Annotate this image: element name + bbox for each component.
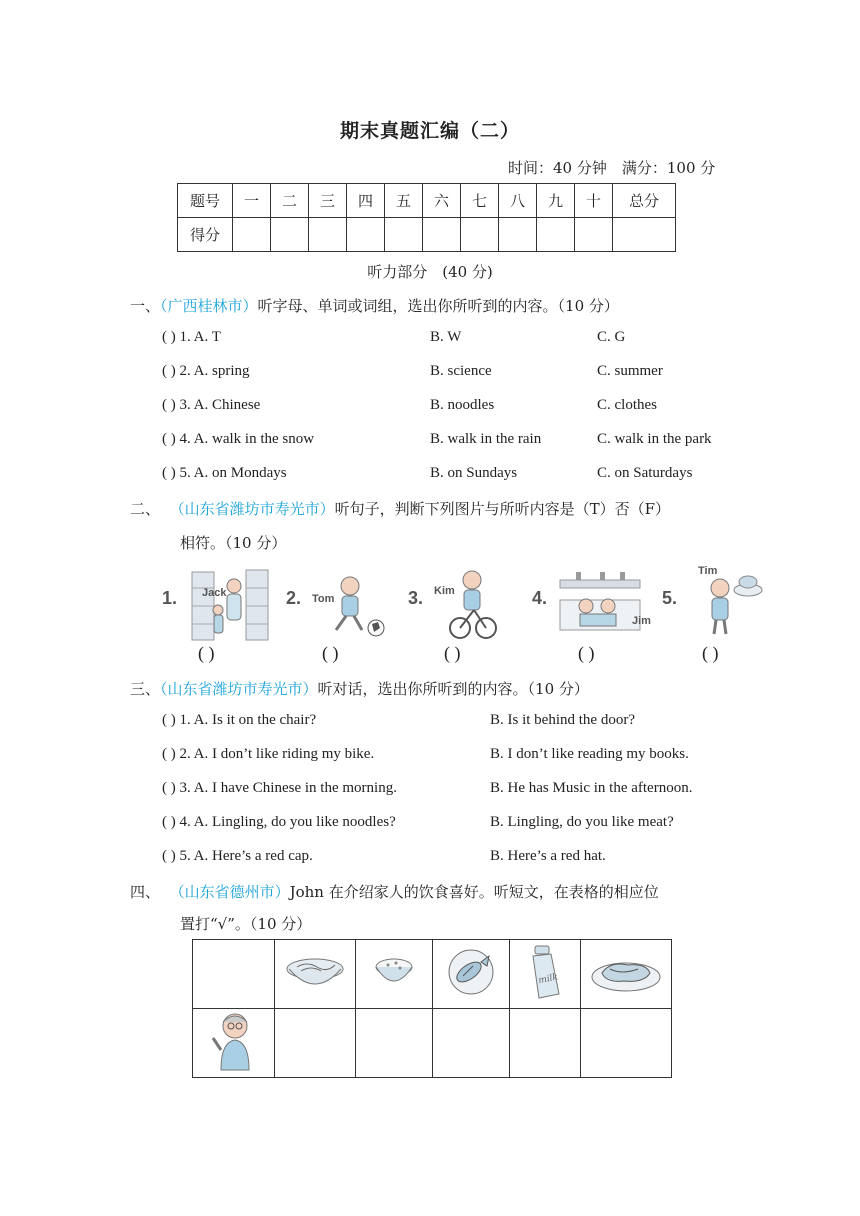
tim-food-illustration bbox=[692, 562, 766, 642]
section-number: 三、 bbox=[130, 680, 161, 698]
option-c: C. walk in the park bbox=[597, 431, 712, 447]
option-c: C. clothes bbox=[597, 397, 657, 413]
question-prefix: ( ) 3. A. I have Chinese in the morning. bbox=[162, 780, 397, 796]
option-b: B. Here’s a red hat. bbox=[490, 848, 606, 864]
score-cell[interactable] bbox=[271, 218, 309, 252]
option-b: B. on Sundays bbox=[430, 465, 518, 481]
score-cell[interactable] bbox=[537, 218, 575, 252]
score-row-label: 得分 bbox=[178, 218, 233, 252]
score-header-cell: 一 bbox=[233, 184, 271, 218]
noodles-icon bbox=[283, 947, 347, 997]
score-cell[interactable] bbox=[347, 218, 385, 252]
section-source: （山东省德州市） bbox=[169, 883, 290, 901]
meat-cell bbox=[581, 940, 672, 1009]
answer-paren[interactable]: ( ) bbox=[444, 643, 461, 663]
section-3-heading bbox=[130, 678, 589, 699]
tom-football-illustration bbox=[308, 572, 388, 642]
section-instruction: 听对话，选出你所听到的内容。（10 分） bbox=[317, 680, 589, 698]
fish-icon bbox=[443, 946, 499, 998]
score-header-cell: 三 bbox=[309, 184, 347, 218]
section-source: （山东省潍坊市寿光市） bbox=[169, 500, 335, 518]
milk-cell bbox=[510, 940, 581, 1009]
score-header-cell: 总分 bbox=[613, 184, 676, 218]
score-table-score-row bbox=[178, 218, 676, 252]
section-2-heading bbox=[130, 498, 670, 519]
page-title: 期末真题汇编（二） bbox=[339, 120, 520, 142]
option-b: B. walk in the rain bbox=[430, 431, 542, 447]
corner-cell bbox=[193, 940, 275, 1009]
answer-paren[interactable]: ( ) bbox=[578, 643, 595, 663]
question-prefix: ( ) 1. A. T bbox=[162, 329, 221, 345]
score-header-cell: 七 bbox=[461, 184, 499, 218]
section-source: （山东省潍坊市寿光市） bbox=[160, 680, 318, 698]
section-number: 二、 bbox=[130, 500, 161, 518]
score-header-cell: 五 bbox=[385, 184, 423, 218]
score-cell[interactable] bbox=[423, 218, 461, 252]
score-header-cell: 六 bbox=[423, 184, 461, 218]
section-instruction: John 在介绍家人的饮食喜好。听短文，在表格的相应位 bbox=[289, 883, 659, 901]
option-b: B. Is it behind the door? bbox=[490, 712, 635, 728]
question-prefix: ( ) 4. A. walk in the snow bbox=[162, 431, 315, 447]
question-prefix: ( ) 5. A. on Mondays bbox=[162, 465, 287, 481]
score-header-cell: 八 bbox=[499, 184, 537, 218]
section-instruction-cont: 置打“√”。（10 分） bbox=[180, 915, 312, 933]
score-cell[interactable] bbox=[499, 218, 537, 252]
question-prefix: ( ) 2. A. spring bbox=[162, 363, 250, 379]
score-header-cell: 四 bbox=[347, 184, 385, 218]
score-cell[interactable] bbox=[461, 218, 499, 252]
rice-cell bbox=[356, 940, 433, 1009]
answer-cell[interactable] bbox=[510, 1009, 581, 1078]
section-number: 一、 bbox=[130, 297, 161, 315]
score-cell[interactable] bbox=[385, 218, 423, 252]
food-answer-row bbox=[193, 1009, 672, 1078]
option-b: B. Lingling, do you like meat? bbox=[490, 814, 674, 830]
exam-meta: 时间：40 分钟 满分：100 分 bbox=[508, 159, 716, 177]
picture-number: 4. bbox=[532, 588, 548, 608]
score-header-cell: 九 bbox=[537, 184, 575, 218]
noodles-cell bbox=[275, 940, 356, 1009]
question-prefix: ( ) 2. A. I don’t like riding my bike. bbox=[162, 746, 375, 762]
fish-cell bbox=[433, 940, 510, 1009]
score-table bbox=[177, 183, 676, 252]
picture-number: 3. bbox=[408, 588, 424, 608]
rice-icon bbox=[370, 951, 418, 993]
answer-paren[interactable]: ( ) bbox=[198, 643, 215, 663]
question-prefix: ( ) 4. A. Lingling, do you like noodles? bbox=[162, 814, 396, 830]
score-cell[interactable] bbox=[309, 218, 347, 252]
milk-icon bbox=[525, 944, 565, 1000]
option-b: B. I don’t like reading my books. bbox=[490, 746, 689, 762]
option-b: B. noodles bbox=[430, 397, 495, 413]
milk-label: milk bbox=[537, 972, 559, 987]
section-instruction-cont: 相符。（10 分） bbox=[180, 534, 287, 552]
listening-header: 听力部分 (40 分) bbox=[367, 263, 493, 281]
question-prefix: ( ) 5. A. Here’s a red cap. bbox=[162, 848, 313, 864]
picture-name: Tom bbox=[312, 593, 335, 605]
section-source: （广西桂林市） bbox=[160, 297, 258, 315]
jim-kitchen-illustration bbox=[556, 570, 656, 642]
answer-cell[interactable] bbox=[356, 1009, 433, 1078]
score-header-cell: 题号 bbox=[178, 184, 233, 218]
option-c: C. summer bbox=[597, 363, 663, 379]
jack-shop-illustration bbox=[188, 566, 272, 644]
option-c: C. G bbox=[597, 329, 626, 345]
picture-name: Tim bbox=[698, 565, 718, 577]
section-instruction: 听句子，判断下列图片与所听内容是（T）否（F） bbox=[334, 500, 670, 518]
picture-name: Jack bbox=[202, 587, 227, 599]
answer-paren[interactable]: ( ) bbox=[702, 643, 719, 663]
picture-number: 1. bbox=[162, 588, 178, 608]
food-header-row bbox=[193, 940, 672, 1009]
picture-number: 5. bbox=[662, 588, 678, 608]
picture-name: Kim bbox=[434, 585, 455, 597]
score-header-cell: 十 bbox=[575, 184, 613, 218]
answer-cell[interactable] bbox=[581, 1009, 672, 1078]
answer-cell[interactable] bbox=[433, 1009, 510, 1078]
score-cell[interactable] bbox=[233, 218, 271, 252]
grandma-icon bbox=[205, 1010, 263, 1072]
section-number: 四、 bbox=[130, 883, 161, 901]
question-prefix: ( ) 1. A. Is it on the chair? bbox=[162, 712, 317, 728]
grandma-cell bbox=[193, 1009, 275, 1078]
food-preference-table bbox=[192, 939, 672, 1078]
question-prefix: ( ) 3. A. Chinese bbox=[162, 397, 261, 413]
section-4-heading bbox=[130, 881, 659, 902]
option-b: B. science bbox=[430, 363, 492, 379]
option-b: B. W bbox=[430, 329, 462, 345]
score-cell[interactable] bbox=[575, 218, 613, 252]
option-c: C. on Saturdays bbox=[597, 465, 693, 481]
section-instruction: 听字母、单词或词组，选出你所听到的内容。（10 分） bbox=[257, 297, 619, 315]
score-table-header-row bbox=[178, 184, 676, 218]
score-cell[interactable] bbox=[613, 218, 676, 252]
kim-bike-illustration bbox=[432, 568, 502, 642]
answer-cell[interactable] bbox=[275, 1009, 356, 1078]
answer-paren[interactable]: ( ) bbox=[322, 643, 339, 663]
picture-number: 2. bbox=[286, 588, 302, 608]
section-1-heading bbox=[130, 295, 619, 316]
meat-icon bbox=[588, 947, 664, 997]
score-header-cell: 二 bbox=[271, 184, 309, 218]
option-b: B. He has Music in the afternoon. bbox=[490, 780, 693, 796]
picture-name: Jim bbox=[632, 615, 651, 627]
